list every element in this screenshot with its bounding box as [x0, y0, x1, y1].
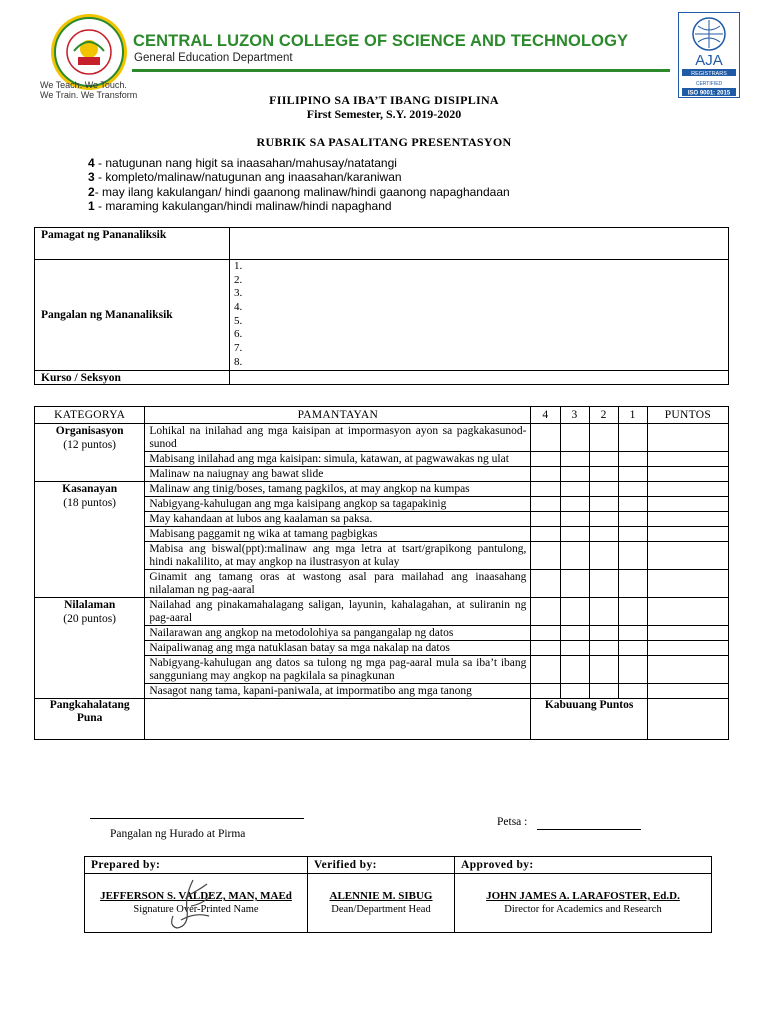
score-2-cell[interactable]: [589, 512, 618, 527]
score-2-cell[interactable]: [589, 497, 618, 512]
score-1-cell[interactable]: [618, 467, 647, 482]
researcher-slot[interactable]: 7.: [234, 342, 243, 355]
subject-title: FIILIPINO SA IBA’T IBANG DISIPLINA: [269, 93, 499, 107]
researcher-slot[interactable]: 6.: [234, 328, 243, 341]
college-name: CENTRAL LUZON COLLEGE OF SCIENCE AND TECHNOLOGY: [133, 32, 629, 50]
criterion-text: Mabisang inilahad ang mga kaisipan: simula, katawan, at pagwawakas ng ulat: [145, 452, 531, 467]
points-cell[interactable]: [647, 542, 728, 570]
date-field-line[interactable]: [537, 829, 641, 830]
rubric-row: [35, 598, 729, 626]
verified-by-cell: [308, 874, 455, 933]
points-cell[interactable]: [647, 684, 728, 699]
score-2-cell[interactable]: [589, 467, 618, 482]
category-name: Kasanayan: [62, 483, 118, 495]
score-3-cell[interactable]: [560, 482, 589, 497]
score-1-cell[interactable]: [618, 527, 647, 542]
cert-name: AJA: [695, 52, 723, 69]
date-label: Petsa :: [497, 816, 528, 828]
score-3-cell[interactable]: [560, 424, 589, 452]
category-name: Organisasyon: [55, 425, 124, 437]
criterion-text: Nasagot nang tama, kapani-paniwala, at impormatibo ang mga tanong: [145, 684, 531, 699]
criterion-text: May kahandaan at lubos ang kaalaman sa paksa.: [145, 512, 531, 527]
score-1-cell[interactable]: [618, 570, 647, 598]
score-4-header: 4: [531, 407, 560, 424]
points-cell[interactable]: [647, 656, 728, 684]
researcher-slot[interactable]: 2.: [234, 273, 243, 286]
criterion-text: Mabisa ang biswal(ppt):malinaw ang mga letra at tsart/grapikong pantulong, hindi nakalilito, at may angkop na ilustrasyon at kulay: [145, 542, 531, 570]
criterion-text: Nabigyang-kahulugan ang datos sa tulong ng mga pag-aaral mula sa iba’t ibang sangguniang may angkop na pagkilala sa pinagkunan: [145, 656, 531, 684]
points-cell[interactable]: [647, 482, 728, 497]
category-points: (18 puntos): [63, 497, 117, 509]
score-1-cell[interactable]: [618, 626, 647, 641]
rubric-table: [34, 406, 729, 740]
category-points: (20 puntos): [63, 613, 117, 625]
score-1-cell[interactable]: [618, 641, 647, 656]
score-1-header: 1: [618, 407, 647, 424]
approvals-signature-row: [85, 874, 712, 933]
approvals-table: [84, 856, 712, 933]
points-cell[interactable]: [647, 467, 728, 482]
rubric-header-row: [35, 407, 729, 424]
cert-badge: CERTIFIED: [695, 81, 723, 87]
researchers-label: Pangalan ng Mananaliksik: [35, 260, 230, 371]
score-1-cell[interactable]: [618, 656, 647, 684]
rubric-title: RUBRIK SA PASALITANG PRESENTASYON: [256, 135, 512, 149]
score-1-cell[interactable]: [618, 482, 647, 497]
semester-label: First Semester, S.Y. 2019-2020: [306, 107, 462, 121]
category-cell: [35, 482, 145, 598]
score-4-cell[interactable]: [531, 684, 560, 699]
total-points-field[interactable]: [647, 699, 728, 740]
approvals-header-row: [85, 857, 712, 874]
points-cell[interactable]: [647, 626, 728, 641]
points-cell[interactable]: [647, 424, 728, 452]
points-cell[interactable]: [647, 598, 728, 626]
score-2-cell[interactable]: [589, 452, 618, 467]
tagline-line-2: We Train. We Transform: [40, 90, 138, 100]
score-4-cell[interactable]: [531, 656, 560, 684]
approved-by-name: JOHN JAMES A. LARAFOSTER, Ed.D.: [486, 890, 680, 902]
score-3-cell[interactable]: [560, 542, 589, 570]
researcher-slot[interactable]: 8.: [234, 355, 243, 368]
score-1-cell[interactable]: [618, 542, 647, 570]
department-name: General Education Department: [134, 52, 293, 64]
score-3-cell[interactable]: [560, 598, 589, 626]
score-3-cell[interactable]: [560, 684, 589, 699]
verified-by-header: Verified by:: [308, 857, 455, 874]
scale-item: 3 - kompleto/malinaw/natugunan ang inaasahan/karaniwan: [88, 170, 402, 185]
score-3-cell[interactable]: [560, 626, 589, 641]
score-3-header: 3: [560, 407, 589, 424]
score-2-cell[interactable]: [589, 684, 618, 699]
score-3-cell[interactable]: [560, 570, 589, 598]
category-cell: [35, 424, 145, 482]
score-2-header: 2: [589, 407, 618, 424]
score-3-cell[interactable]: [560, 497, 589, 512]
score-1-cell[interactable]: [618, 424, 647, 452]
handwritten-signature: [163, 876, 221, 932]
researcher-slot[interactable]: 5.: [234, 314, 243, 327]
score-4-cell[interactable]: [531, 641, 560, 656]
score-3-cell[interactable]: [560, 467, 589, 482]
score-3-cell[interactable]: [560, 656, 589, 684]
points-cell[interactable]: [647, 641, 728, 656]
score-2-cell[interactable]: [589, 598, 618, 626]
judge-label: Pangalan ng Hurado at Pirma: [110, 828, 246, 840]
judge-signature-line[interactable]: [90, 818, 304, 819]
points-cell[interactable]: [647, 570, 728, 598]
category-cell: [35, 598, 145, 699]
course-section-label: Kurso / Seksyon: [35, 371, 230, 385]
prepared-by-name: JEFFERSON S. VALDEZ, MAN, MAEd: [100, 890, 292, 902]
approved-by-cell: [455, 874, 712, 933]
score-4-cell[interactable]: [531, 512, 560, 527]
scale-item: 1 - maraming kakulangan/hindi malinaw/hindi napaghand: [88, 198, 392, 213]
course-section-field[interactable]: [230, 371, 729, 385]
score-1-cell[interactable]: [618, 452, 647, 467]
criterion-text: Lohikal na inilahad ang mga kaisipan at impormasyon ayon sa pagkakasunod-sunod: [145, 424, 531, 452]
overall-remarks-label: Pangkahalatang Puna: [35, 699, 145, 740]
researcher-slot[interactable]: 3.: [234, 287, 243, 300]
score-4-cell[interactable]: [531, 570, 560, 598]
score-1-cell[interactable]: [618, 512, 647, 527]
approved-by-role: Director for Academics and Research: [504, 904, 662, 915]
criterion-text: Nabigyang-kahulugan ang mga kaisipang angkop sa tagapakinig: [145, 497, 531, 512]
cert-sub: REGISTRARS: [691, 71, 727, 77]
rubric-row: [35, 424, 729, 452]
header-divider: [132, 69, 670, 72]
scoring-scale: [88, 156, 510, 213]
category-header: KATEGORYA: [35, 407, 145, 424]
points-cell[interactable]: [647, 452, 728, 467]
score-1-cell[interactable]: [618, 598, 647, 626]
score-4-cell[interactable]: [531, 482, 560, 497]
criterion-text: Nailarawan ang angkop na metodolohiya sa pangangalap ng datos: [145, 626, 531, 641]
prepared-by-role: Signature Over-Printed Name: [133, 904, 259, 915]
score-2-cell[interactable]: [589, 656, 618, 684]
criterion-text: Nailahad ang pinakamahalagang saligan, layunin, kahalagahan, at suliranin ng pag-aaral: [145, 598, 531, 626]
score-2-cell[interactable]: [589, 527, 618, 542]
scale-item: 2- may ilang kakulangan/ hindi gaanong malinaw/hindi gaanong napaghandaan: [88, 184, 510, 199]
tagline-line-1: We Teach. We Touch.: [40, 80, 127, 90]
score-4-cell[interactable]: [531, 626, 560, 641]
score-2-cell[interactable]: [589, 424, 618, 452]
prepared-by-header: Prepared by:: [85, 857, 308, 874]
score-2-cell[interactable]: [589, 482, 618, 497]
criteria-header: PAMANTAYAN: [145, 407, 531, 424]
criterion-text: Malinaw ang tinig/boses, tamang pagkilos, at may angkop na kumpas: [145, 482, 531, 497]
score-2-cell[interactable]: [589, 641, 618, 656]
criterion-text: Ginamit ang tamang oras at wastong asal para mailahad ang inaasahang nilalaman ng pag-aaral: [145, 570, 531, 598]
researchers-field[interactable]: [230, 260, 729, 371]
total-points-label: Kabuuang Puntos: [531, 699, 647, 740]
researcher-slot[interactable]: 4.: [234, 301, 243, 314]
category-name: Nilalaman: [64, 599, 116, 611]
score-4-cell[interactable]: [531, 424, 560, 452]
score-4-cell[interactable]: [531, 527, 560, 542]
points-cell[interactable]: [647, 512, 728, 527]
criterion-text: Naipaliwanag ang mga natuklasan batay sa mga nakalap na datos: [145, 641, 531, 656]
score-2-cell[interactable]: [589, 570, 618, 598]
score-2-cell[interactable]: [589, 626, 618, 641]
prepared-by-cell: [85, 874, 308, 933]
rubric-footer-row: [35, 699, 729, 740]
points-header: PUNTOS: [647, 407, 728, 424]
verified-by-name: ALENNIE M. SIBUG: [329, 890, 433, 902]
score-1-cell[interactable]: [618, 497, 647, 512]
category-points: (12 puntos): [63, 439, 117, 451]
points-cell[interactable]: [647, 497, 728, 512]
scale-item: 4 - natugunan nang higit sa inaasahan/mahusay/natatangi: [88, 156, 397, 170]
score-1-cell[interactable]: [618, 684, 647, 699]
score-3-cell[interactable]: [560, 527, 589, 542]
score-4-cell[interactable]: [531, 497, 560, 512]
research-title-field[interactable]: [230, 228, 729, 260]
criterion-text: Malinaw na naiugnay ang bawat slide: [145, 467, 531, 482]
research-title-label: Pamagat ng Pananaliksik: [35, 228, 230, 260]
approved-by-header: Approved by:: [455, 857, 712, 874]
research-info-table: [34, 227, 729, 385]
verified-by-role: Dean/Department Head: [331, 904, 431, 915]
overall-remarks-field[interactable]: [145, 699, 531, 740]
criterion-text: Mabisang paggamit ng wika at tamang pagbigkas: [145, 527, 531, 542]
score-3-cell[interactable]: [560, 452, 589, 467]
score-3-cell[interactable]: [560, 641, 589, 656]
score-4-cell[interactable]: [531, 598, 560, 626]
iso-certification-logo: [678, 12, 740, 98]
rubric-row: [35, 482, 729, 497]
cert-iso: ISO 9001: 2015: [687, 90, 731, 97]
score-2-cell[interactable]: [589, 542, 618, 570]
score-3-cell[interactable]: [560, 512, 589, 527]
score-4-cell[interactable]: [531, 452, 560, 467]
points-cell[interactable]: [647, 527, 728, 542]
researcher-slot[interactable]: 1.: [234, 260, 243, 272]
score-4-cell[interactable]: [531, 467, 560, 482]
score-4-cell[interactable]: [531, 542, 560, 570]
